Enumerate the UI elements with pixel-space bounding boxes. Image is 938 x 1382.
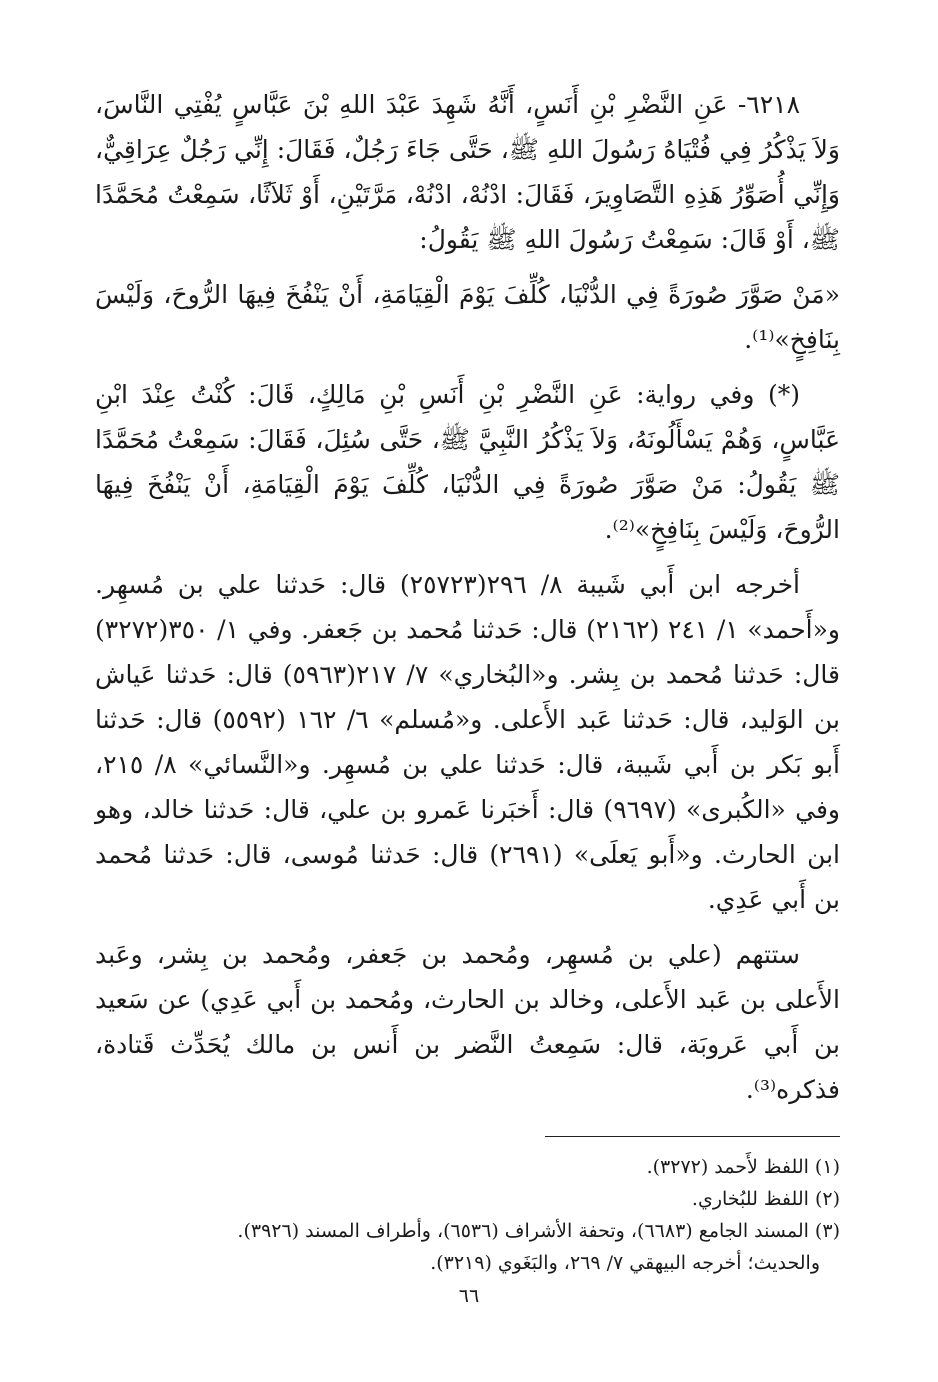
takhrij-paragraph: أخرجه ابن أَبي شَيبة ٨/ ٢٩٦(٢٥٧٢٣) قال: حَدثنا علي بن مُسهِر. و«أَحمد» ١/ ٢٤١ (٢١٦٢) قال: حَدثنا مُحمد بن جَعفر. وفي ١/ ٣٥٠(٣٢٧٢) قال: حَدثنا مُحمد بن بِشر. و«البُخاري» ٧/ ٢١٧(٥٩٦٣) قال: حَدثنا عَياش بن الوَليد، قال: حَدثنا عَبد الأَعلى. و«مُسلم» ٦/ ١٦٢ (٥٥٩٢) قال: حَدثنا أَبو بَكر بن أَبي شَيبة، قال: حَدثنا علي بن مُسهِر. و«النَّسائي» ٨/ ٢١٥، وفي «الكُبرى» (٩٦٩٧) قال: أَخبَرنا عَمرو بن علي، قال: حَدثنا خالد، وهو ابن الحارث. و«أَبو يَعلَى» (٢٦٩١) قال: حَدثنا مُوسى، قال: حَدثنا مُحمد بن أَبي عَدِي. <box>95 570 840 914</box>
hadith-paragraph: ٦٢١٨- عَنِ النَّضْرِ بْنِ أَنَسٍ، أَنَّهُ شَهِدَ عَبْدَ اللهِ بْنَ عَبَّاسٍ يُفْتِي النَّاسَ، وَلاَ يَذْكُرُ فِي فُتْيَاهُ رَسُولَ اللهِ ﷺ، حَتَّى جَاءَ رَجُلٌ، فَقَالَ: إِنِّي رَجُلٌ عِرَاقِيٌّ، وَإِنِّي أُصَوِّرُ هَذِهِ التَّصَاوِيرَ، فَقَالَ: ادْنُهْ، ادْنُهْ، مَرَّتَيْنِ، أَوْ ثَلاَثًا، سَمِعْتُ مُحَمَّدًا ﷺ، أَوْ قَالَ: سَمِعْتُ رَسُولَ اللهِ ﷺ يَقُولُ: <box>95 90 840 254</box>
page-number: ٦٦ <box>458 1285 480 1307</box>
footnote-separator <box>545 1136 840 1137</box>
main-text <box>95 82 840 1112</box>
footnotes <box>95 1151 840 1279</box>
footnote-3: (٣) المسند الجامع (٦٦٨٣)، وتحفة الأشراف (٦٥٣٦)، وأطراف المسند (٣٩٢٦). <box>237 1220 840 1242</box>
page-body <box>95 82 840 1279</box>
narration-variant: (*) وفي رواية: عَنِ النَّضْرِ بْنِ أَنَسِ بْنِ مَالِكٍ، قَالَ: كُنْتُ عِنْدَ ابْنِ عَبَّاسٍ، وَهُمْ يَسْأَلُونَهُ، وَلاَ يَذْكُرُ النَّبِيَّ ﷺ، حَتَّى سُئِلَ، فَقَالَ: سَمِعْتُ مُحَمَّدًا ﷺ يَقُولُ: مَنْ صَوَّرَ صُورَةً فِي الدُّنْيَا، كُلِّفَ يَوْمَ الْقِيَامَةِ، أَنْ يَنْفُخَ فِيهَا الرُّوحَ، وَلَيْسَ بِنَافِخٍ»⁽²⁾. <box>95 380 840 544</box>
chain-summary: ستتهم (علي بن مُسهِر، ومُحمد بن جَعفر، ومُحمد بن بِشر، وعَبد الأَعلى بن عَبد الأَعلى، وخالد بن الحارث، ومُحمد بن أَبي عَدِي) عن سَعيد بن أَبي عَروبَة، قال: سَمِعتُ النَّضر بن أَنس بن مالك يُحَدِّث قَتادة، فذكره⁽³⁾. <box>95 940 840 1104</box>
footnote-2: (٢) اللفظ للبُخاري. <box>691 1188 840 1210</box>
hadith-quote: «مَنْ صَوَّرَ صُورَةً فِي الدُّنْيَا، كُلِّفَ يَوْمَ الْقِيَامَةِ، أَنْ يَنْفُخَ فِيهَا الرُّوحَ، وَلَيْسَ بِنَافِخٍ»⁽¹⁾. <box>95 280 840 354</box>
footnote-1: (١) اللفظ لأَحمد (٣٢٧٢). <box>646 1156 840 1178</box>
footnote-3-continuation: والحديث؛ أخرجه البيهقي ٧/ ٢٦٩، والبَغَوي (٣٢١٩). <box>430 1252 820 1274</box>
